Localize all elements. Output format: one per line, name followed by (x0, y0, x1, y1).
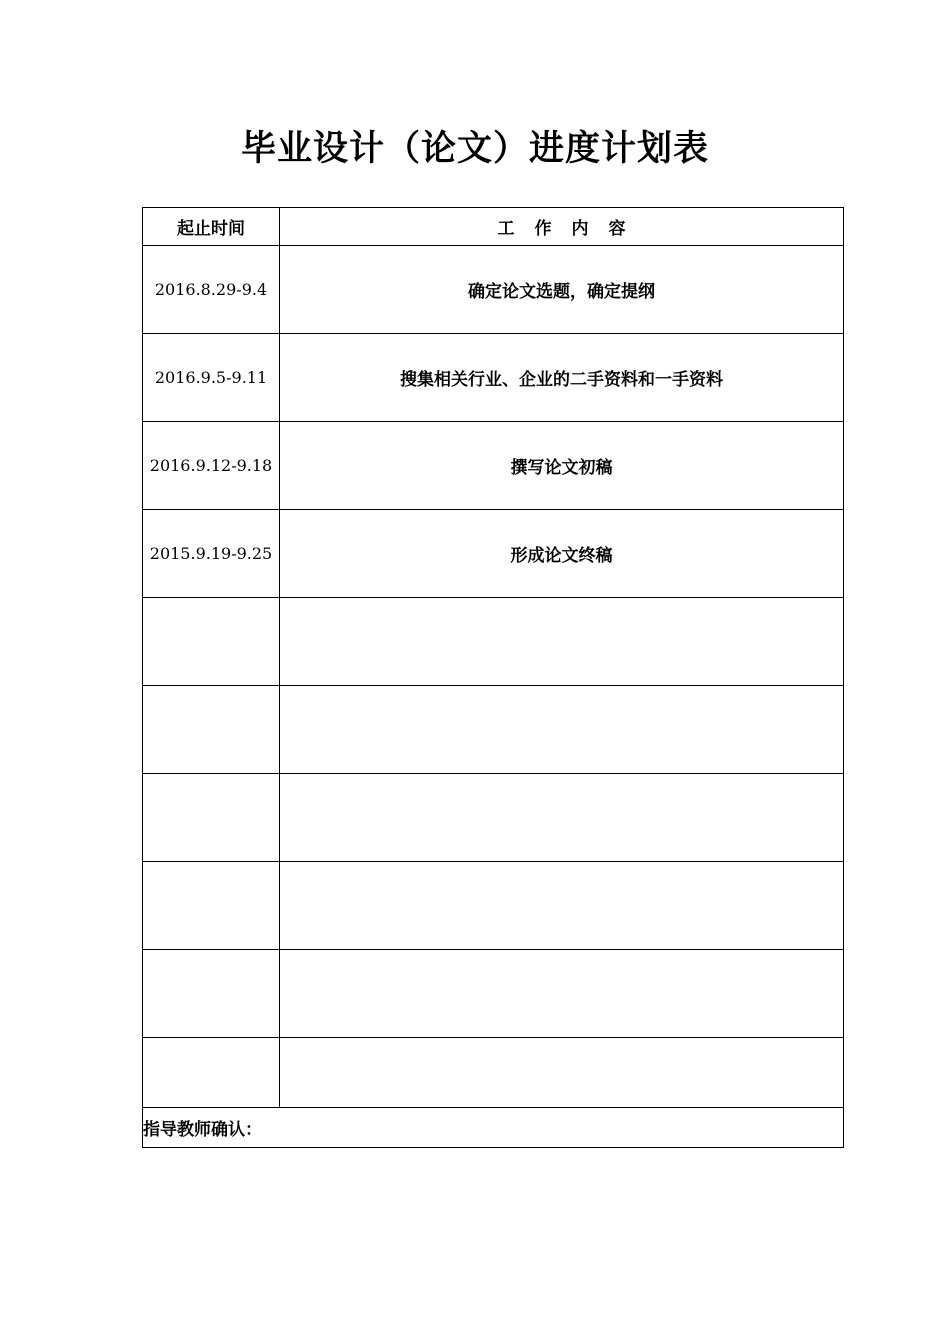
time-cell (143, 686, 280, 774)
work-cell: 形成论文终稿 (280, 510, 844, 598)
time-cell (143, 598, 280, 686)
table-row (143, 334, 844, 422)
signature-row (143, 1108, 844, 1148)
time-cell (143, 1038, 280, 1108)
work-cell (280, 598, 844, 686)
table-row (143, 510, 844, 598)
table-row (143, 246, 844, 334)
time-cell (143, 950, 280, 1038)
advisor-confirmation-label: 指导教师确认： (143, 1108, 844, 1148)
work-cell (280, 862, 844, 950)
work-cell: 撰写论文初稿 (280, 422, 844, 510)
time-cell: 2016.8.29-9.4 (143, 246, 280, 334)
time-cell (143, 774, 280, 862)
table-row (143, 686, 844, 774)
work-cell (280, 950, 844, 1038)
table-header-row (143, 208, 844, 246)
header-time: 起止时间 (143, 208, 280, 246)
table-row (143, 422, 844, 510)
time-cell: 2016.9.5-9.11 (143, 334, 280, 422)
work-cell (280, 1038, 844, 1108)
table-row (143, 598, 844, 686)
table-row (143, 950, 844, 1038)
header-work: 工作内容 (280, 208, 844, 246)
time-cell (143, 862, 280, 950)
work-cell (280, 774, 844, 862)
time-cell: 2016.9.12-9.18 (143, 422, 280, 510)
table-row (143, 862, 844, 950)
work-cell: 搜集相关行业、企业的二手资料和一手资料 (280, 334, 844, 422)
time-cell: 2015.9.19-9.25 (143, 510, 280, 598)
page-title: 毕业设计（论文）进度计划表 (240, 129, 709, 169)
work-cell (280, 686, 844, 774)
table-row (143, 1038, 844, 1108)
schedule-table (142, 207, 844, 1148)
work-cell: 确定论文选题，确定提纲 (280, 246, 844, 334)
table-row (143, 774, 844, 862)
